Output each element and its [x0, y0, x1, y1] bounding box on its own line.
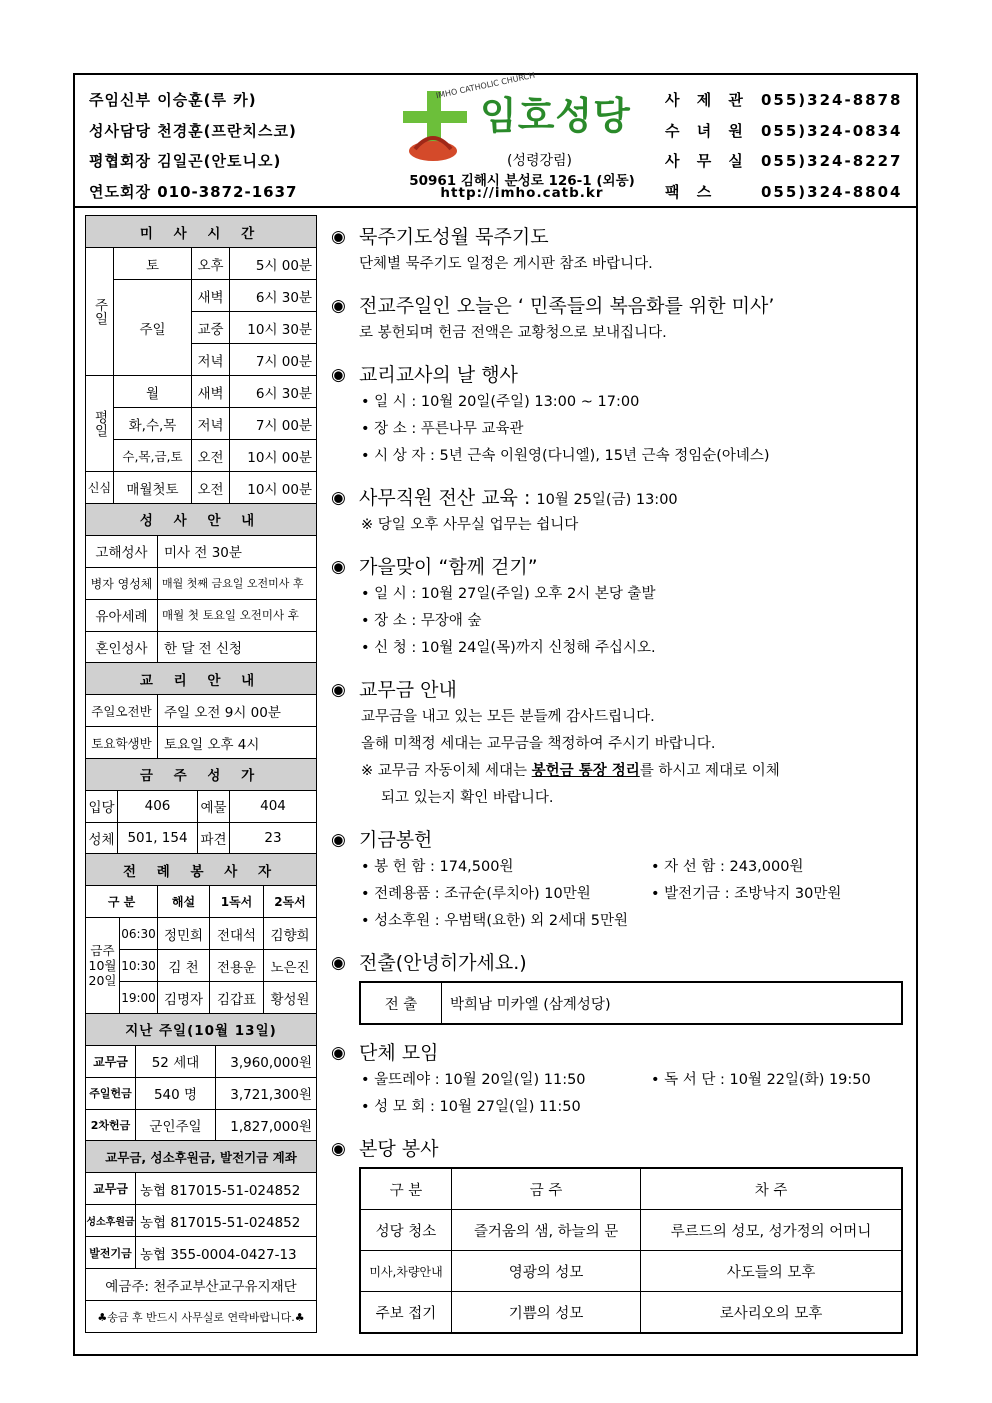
- logo-arc-text: IMHO CATHOLIC CHURCH: [435, 70, 536, 101]
- notice-title: 가을맞이 “함께 걷기”: [359, 556, 538, 578]
- mass-time: 7시 00분: [230, 408, 317, 440]
- hymn-label: 성체: [86, 822, 118, 854]
- notice-title: 전교주일인 오늘은 ‘ 민족들의 복음화를 위한 미사’: [359, 295, 775, 317]
- ministers-head: 2독서: [264, 886, 317, 918]
- notice-text: 로 봉헌되며 헌금 전액은 교황청으로 보내집니다.: [359, 325, 667, 341]
- service-cell: 루르드의 성모, 성가정의 어머니: [641, 1210, 901, 1251]
- fund-item: • 성소후원 : 우범택(요한) 외 2세대 5만원: [361, 913, 628, 929]
- church-name: 임호성당: [480, 94, 631, 138]
- contact-number: 055)324-0834: [761, 121, 903, 140]
- notice-text: 되고 있는지 확인 바랍니다.: [381, 790, 554, 806]
- notice-item: • 시 상 자 : 5년 근속 이원영(다니엘), 15년 근속 정임순(아녜스): [361, 448, 770, 464]
- contact-number: 055)324-8804: [761, 182, 903, 201]
- minister-name: 김향희: [264, 918, 317, 950]
- header: [75, 70, 916, 208]
- service-table: [361, 1169, 901, 1332]
- catechism-key: 주일오전반: [86, 695, 158, 727]
- fund-item: • 전례용품 : 조규순(루치아) 10만원: [361, 886, 591, 902]
- account-number: 농협 817015-51-024852: [136, 1205, 317, 1237]
- staff-value: 010-3872-1637: [157, 182, 298, 201]
- mass-time: 5시 00분: [230, 248, 317, 280]
- service-head: 차 주: [641, 1169, 901, 1210]
- minister-name: 김명자: [158, 982, 210, 1014]
- lastweek-key: 교무금: [86, 1045, 136, 1077]
- notice-text: 올해 미책정 세대는 교무금을 책정하여 주시기 바랍니다.: [361, 736, 716, 752]
- sacrament-value: 한 달 전 신청: [158, 631, 317, 663]
- fund-row: [331, 881, 911, 908]
- mass-when: 오전: [192, 440, 230, 472]
- church-subtitle: (성령강림): [507, 153, 573, 169]
- header-staff: [89, 85, 359, 207]
- contact-label: 사 제 관: [665, 91, 749, 109]
- notice-item: • 일 시 : 10월 20일(주일) 13:00 ~ 17:00: [361, 394, 640, 410]
- minister-time: 06:30: [120, 918, 158, 950]
- bulletin-frame: [73, 70, 918, 1356]
- mass-when: 교중: [192, 312, 230, 344]
- hymn-number: 501, 154: [118, 822, 198, 854]
- staff-value: 김일곤(안토니오): [157, 152, 282, 170]
- church-logo: [375, 70, 665, 204]
- notice-item: • 장 소 : 무장애 숲: [361, 613, 482, 629]
- ministers-date: 금주 10월 20일: [86, 918, 120, 1014]
- staff-value: 천경훈(프란치스코): [157, 121, 297, 140]
- mass-time: 6시 30분: [230, 376, 317, 408]
- hymn-number: 404: [230, 790, 317, 822]
- staff-label: 주임신부: [89, 91, 151, 109]
- contact-number: 055)324-8878: [761, 91, 903, 109]
- notice-title: 교무금 안내: [359, 679, 457, 701]
- notice-title: 교리교사의 날 행사: [359, 364, 518, 386]
- left-column: [85, 215, 317, 1333]
- mass-time: 10시 00분: [230, 440, 317, 472]
- sacrament-key: 고해성사: [86, 535, 158, 567]
- service-head: 구 분: [361, 1169, 452, 1210]
- mass-schedule-table: [85, 215, 317, 504]
- bullet-icon: ◉: [331, 227, 346, 247]
- bullet-icon: ◉: [331, 296, 346, 316]
- notice-heading: [331, 553, 911, 581]
- service-key: 주보 접기: [361, 1292, 452, 1333]
- fund-item: • 발전기금 : 조방낙지 30만원: [651, 886, 842, 902]
- notice-text: ※ 당일 오후 사무실 업무는 쉽니다: [361, 517, 579, 533]
- notice-heading: [331, 1135, 911, 1163]
- account-note: ♣송금 후 반드시 사무실로 연락바랍니다.♣: [86, 1301, 317, 1333]
- staff-label: 연도회장: [89, 182, 151, 201]
- sacrament-value: 미사 전 30분: [158, 535, 317, 567]
- account-key: 성소후원금: [86, 1205, 136, 1237]
- notice-title: 기금봉헌: [359, 829, 433, 851]
- church-address: 50961 김해시 분성로 126-1 (외동): [409, 173, 635, 189]
- mass-when: 오전: [192, 472, 230, 504]
- service-cell: 사도들의 모후: [641, 1251, 901, 1292]
- notice-text: [331, 758, 911, 785]
- mass-when: 새벽: [192, 280, 230, 312]
- bullet-icon: ◉: [331, 557, 346, 577]
- ministers-head: 해설: [158, 886, 210, 918]
- mass-day: 매월첫토: [114, 472, 192, 504]
- bullet-icon: ◉: [331, 1139, 346, 1159]
- contact-label: 수 녀 원: [665, 121, 749, 140]
- mass-time: 10시 30분: [230, 312, 317, 344]
- sacrament-value: 매월 첫째 금요일 오전미사 후: [158, 567, 317, 599]
- notice-heading: [331, 1039, 911, 1067]
- lastweek-amount: 3,960,000원: [216, 1045, 317, 1077]
- sacrament-key: 유아세례: [86, 599, 158, 631]
- fund-row: [331, 908, 911, 935]
- hymn-table: [85, 758, 317, 855]
- lastweek-key: 2차헌금: [86, 1109, 136, 1141]
- service-box: [359, 1167, 903, 1334]
- fund-item: • 자 선 함 : 243,000원: [651, 859, 804, 875]
- notice-heading: [331, 484, 911, 512]
- notice-item: • 일 시 : 10월 27일(주일) 오후 2시 본당 출발: [361, 586, 656, 602]
- fund-row: [331, 854, 911, 881]
- catechism-value: 토요일 오후 4시: [158, 727, 317, 759]
- ministers-table: [85, 853, 317, 1014]
- mass-time: 10시 00분: [230, 472, 317, 504]
- notice-heading: [331, 223, 911, 251]
- staff-label: 성사담당: [89, 121, 151, 140]
- transfer-value: 박희남 미카엘 (삼계성당): [450, 996, 611, 1013]
- service-cell: 영광의 성모: [452, 1251, 641, 1292]
- lastweek-key: 주일헌금: [86, 1077, 136, 1109]
- hymn-label: 파견: [198, 822, 230, 854]
- staff-label: 평협회장: [89, 152, 151, 170]
- meeting-item: • 울뜨레야 : 10월 20일(일) 11:50: [361, 1072, 586, 1088]
- notice-title: 단체 모임: [359, 1042, 439, 1064]
- right-column: [331, 223, 911, 1334]
- service-key: 성당 청소: [361, 1210, 452, 1251]
- notice-heading: [331, 292, 911, 320]
- mass-day: 주일: [114, 280, 192, 376]
- mass-day: 화,수,목: [114, 408, 192, 440]
- transfer-table: [361, 983, 901, 1023]
- hymn-label: 입당: [86, 790, 118, 822]
- special-label: 신심: [86, 472, 114, 504]
- minister-name: 김 천: [158, 950, 210, 982]
- hymn-title: 금 주 성 가: [86, 758, 317, 790]
- minister-name: 정민희: [158, 918, 210, 950]
- hymn-label: 예물: [198, 790, 230, 822]
- account-key: 발전기금: [86, 1237, 136, 1269]
- bullet-icon: ◉: [331, 953, 346, 973]
- minister-name: 황성원: [264, 982, 317, 1014]
- account-number: 농협 355-0004-0427-13: [136, 1237, 317, 1269]
- contact-label: 팩 스: [665, 182, 718, 201]
- notice-heading: [331, 676, 911, 704]
- minister-name: 노은진: [264, 950, 317, 982]
- notice-text: 교무금을 내고 있는 모든 분들께 감사드립니다.: [361, 709, 655, 725]
- mass-when: 저녁: [192, 344, 230, 376]
- ministers-head: 1독서: [210, 886, 264, 918]
- transfer-key: 전 출: [361, 983, 442, 1023]
- notice-item: • 장 소 : 푸른나무 교육관: [361, 421, 524, 437]
- lastweek-count: 52 세대: [136, 1045, 216, 1077]
- notice-title: 본당 봉사: [359, 1138, 439, 1160]
- bullet-icon: ◉: [331, 830, 346, 850]
- service-cell: 로사리오의 모후: [641, 1292, 901, 1333]
- service-cell: 기쁨의 성모: [452, 1292, 641, 1333]
- sacrament-table: [85, 503, 317, 664]
- meeting-row: [331, 1094, 911, 1121]
- lastweek-amount: 3,721,300원: [216, 1077, 317, 1109]
- meeting-item: • 성 모 회 : 10월 27일(일) 11:50: [361, 1099, 581, 1115]
- bullet-icon: ◉: [331, 365, 346, 385]
- meeting-item: • 독 서 단 : 10월 22일(화) 19:50: [651, 1072, 871, 1088]
- contact-number: 055)324-8227: [761, 152, 903, 170]
- minister-time: 19:00: [120, 982, 158, 1014]
- mass-when: 오후: [192, 248, 230, 280]
- header-contacts: [665, 85, 915, 207]
- hymn-number: 406: [118, 790, 198, 822]
- accounts-table: [85, 1140, 317, 1333]
- sacrament-key: 병자 영성체: [86, 567, 158, 599]
- weekday-label: 평일: [86, 376, 114, 472]
- minister-name: 김갑표: [210, 982, 264, 1014]
- mass-time: 6시 30분: [230, 280, 317, 312]
- lastweek-count: 540 명: [136, 1077, 216, 1109]
- lastweek-amount: 1,827,000원: [216, 1109, 317, 1141]
- lastweek-count: 군인주일: [136, 1109, 216, 1141]
- ministers-head: 구 분: [86, 886, 158, 918]
- mass-day: 월: [114, 376, 192, 408]
- service-cell: 즐거움의 샘, 하늘의 문: [452, 1210, 641, 1251]
- notice-title: 묵주기도성월 묵주기도: [359, 226, 549, 248]
- notice-heading: [331, 826, 911, 854]
- sacrament-key: 혼인성사: [86, 631, 158, 663]
- account-number: 농협 817015-51-024852: [136, 1173, 317, 1205]
- service-key: 미사,차량안내: [361, 1251, 452, 1292]
- bullet-icon: ◉: [331, 680, 346, 700]
- notice-heading: [331, 361, 911, 389]
- notice-title: 사무직원 전산 교육 :: [359, 487, 531, 509]
- service-head: 금 주: [452, 1169, 641, 1210]
- church-url[interactable]: http://imho.catb.kr: [440, 185, 604, 201]
- mass-day: 토: [114, 248, 192, 280]
- notice-text: 단체별 묵주기도 일정은 게시판 참조 바랍니다.: [359, 256, 653, 272]
- staff-value: 이승훈(루 카): [157, 91, 257, 109]
- notice-title-extra: 10월 25일(금) 13:00: [536, 492, 678, 508]
- ministers-title: 전 례 봉 사 자: [86, 854, 317, 886]
- meeting-row: [331, 1067, 911, 1094]
- account-key: 교무금: [86, 1173, 136, 1205]
- notice-heading: [331, 949, 911, 977]
- transfer-box: [359, 981, 903, 1025]
- mass-title: 미 사 시 간: [86, 216, 317, 248]
- notice-text-part: ※ 교무금 자동이체 세대는: [361, 763, 532, 779]
- catechism-value: 주일 오전 9시 00분: [158, 695, 317, 727]
- bullet-icon: ◉: [331, 1043, 346, 1063]
- lastweek-table: [85, 1013, 317, 1142]
- notice-emphasis: 봉헌금 통장 정리: [531, 763, 640, 779]
- sacrament-title: 성 사 안 내: [86, 503, 317, 535]
- hymn-number: 23: [230, 822, 317, 854]
- mass-when: 새벽: [192, 376, 230, 408]
- contact-label: 사 무 실: [665, 152, 749, 170]
- mass-time: 7시 00분: [230, 344, 317, 376]
- minister-name: 전대석: [210, 918, 264, 950]
- minister-name: 전용운: [210, 950, 264, 982]
- lastweek-title: 지난 주일(10월 13일): [86, 1013, 317, 1045]
- fund-item: • 봉 헌 함 : 174,500원: [361, 859, 514, 875]
- catechism-key: 토요학생반: [86, 727, 158, 759]
- sunday-label: 주일: [86, 248, 114, 376]
- accounts-title: 교무금, 성소후원금, 발전기금 계좌: [86, 1141, 317, 1173]
- minister-time: 10:30: [120, 950, 158, 982]
- account-holder: 예금주: 천주교부산교구유지재단: [86, 1269, 317, 1301]
- notice-title: 전출(안녕히가세요.): [359, 952, 527, 974]
- notice-item: • 신 청 : 10월 24일(목)까지 신청해 주십시오.: [361, 640, 656, 656]
- catechism-table: [85, 662, 317, 759]
- mass-when: 저녁: [192, 408, 230, 440]
- sacrament-value: 매월 첫 토요일 오전미사 후: [158, 599, 317, 631]
- catechism-title: 교 리 안 내: [86, 663, 317, 695]
- bullet-icon: ◉: [331, 488, 346, 508]
- church-emblem-icon: [375, 83, 485, 173]
- mass-day: 수,목,금,토: [114, 440, 192, 472]
- notice-text-part: 를 하시고 제대로 이체: [639, 763, 780, 779]
